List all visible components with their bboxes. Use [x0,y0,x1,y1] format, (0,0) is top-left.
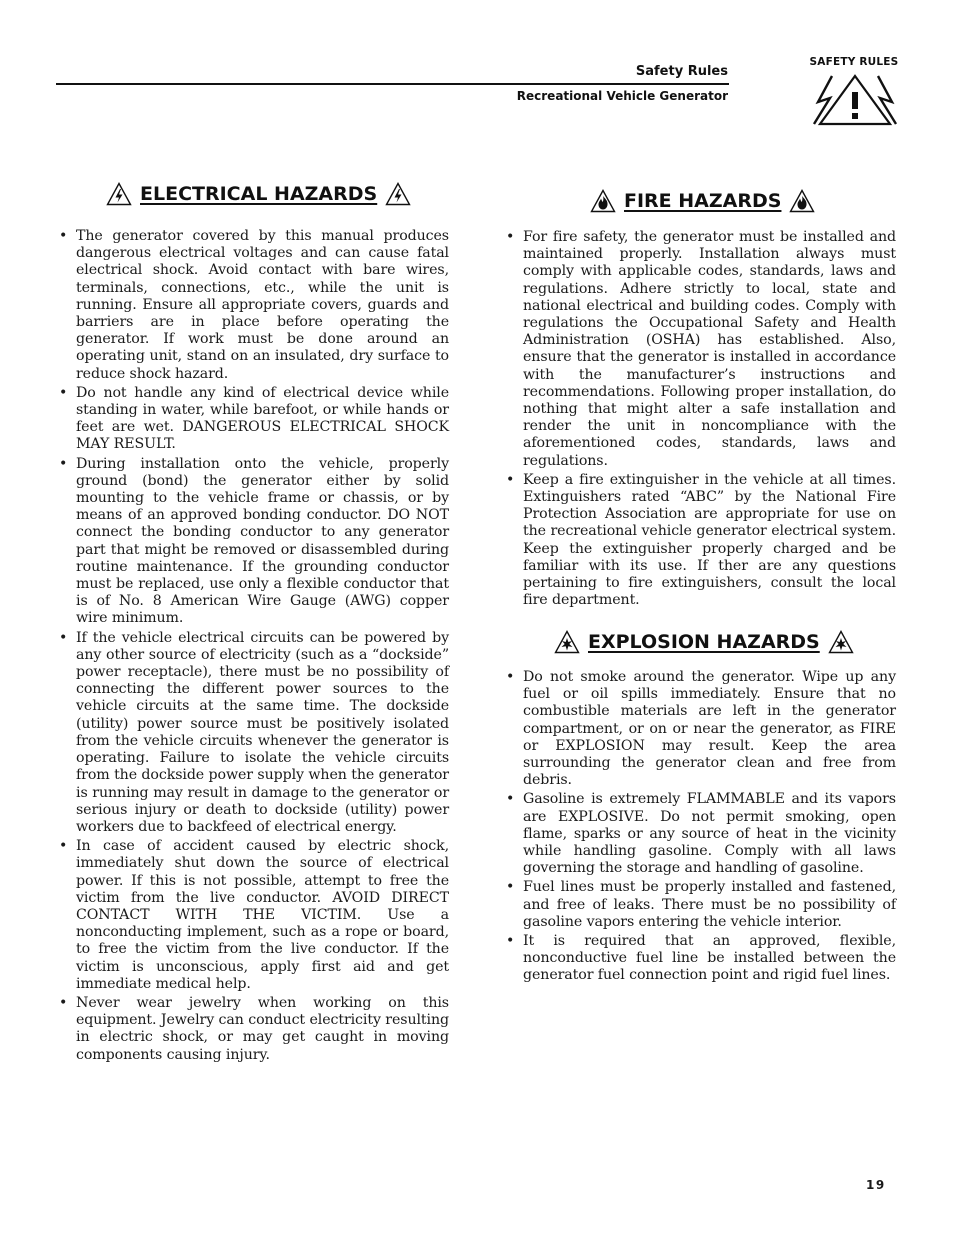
explosion-warning-icon [828,630,854,654]
bullet: • [59,384,68,401]
explosion-hazards-list [504,669,896,987]
list-item: • The generator covered by this manual produces dangerous electrical voltages and can cause fatal electrical shock. Avoid contact with bare wires, terminals, connections, etc., while the unit is running. Ensure all appropriate covers, guards and barriers are in place before operating the generator. If work must be done around an operating unit, stand on an insulated, dry surface to reduce shock hazard. [59,228,449,382]
fire-warning-icon [789,189,815,213]
explosion-warning-icon [554,630,580,654]
bullet: • [506,791,515,808]
list-item: • For fire safety, the generator must be installed and maintained properly. Installation always must comply with applicable codes, standards, laws and regulations. Adhere strictly to local, state and national electrical and building codes. Comply with regulations the Occupational Safety and Health Administration (OSHA) has established. Also, ensure that the generator is installed in accordance with the manufacturer’s instructions and recommendations. Following proper installation, do nothing that might alter a safe installation and render the unit in noncompliance with the aforementioned codes, standards, laws and regulations. [506,229,896,469]
list-item: • In case of accident caused by electric shock, immediately shut down the source of electrical power. If this is not possible, attempt to free the victim from the live conductor. AVOID DIRECT CONTACT WITH THE VICTIM. Use a nonconducting implement, such as a rope or board, to free the victim from the live conductor. If the victim is unconscious, apply first aid and get immediate medical help. [59,838,449,992]
list-item: • If the vehicle electrical circuits can be powered by any other source of electricity (such as a “dockside” power receptacle), there must be no possibility of connecting the different power sources to the vehicle circuits at the same time. The dockside (utility) power source must be positively isolated from the vehicle circuits whenever the generator is operating. Failure to isolate the vehicle circuits from the dockside power supply when the generator is running may result in damage to the generator or serious injury or death to dockside (utility) power workers due to backfeed of electrical energy. [59,629,449,835]
bullet: • [506,471,515,488]
bullet: • [59,629,68,646]
electrical-hazards-list [57,228,449,1066]
bullet: • [59,228,68,244]
fire-hazards-title: FIRE HAZARDS [624,190,782,212]
list-item: • Keep a fire extinguisher in the vehicle at all times. Extinguishers rated “ABC” by the National Fire Protection Association are appropriate for use on the recreational vehicle generator electrical system. Keep the extinguisher properly charged and be familiar with its use. If ther are any questions pertaining to fire extinguishers, consult the local fire department. [506,471,896,609]
list-item: • Gasoline is extremely FLAMMABLE and its vapors are EXPLOSIVE. Do not permit smoking, open flame, sparks or any source of heat in the vicinity while handling gasoline. Comply with all laws governing the storage and handling of gasoline. [506,791,896,877]
bullet: • [59,994,68,1011]
badge-label: SAFETY RULES [809,56,899,68]
list-item: • Fuel lines must be properly installed and fastened, and free of leaks. There must be no possibility of gasoline vapors entering the vehicle interior. [506,879,896,930]
explosion-hazards-heading [554,630,854,654]
lightning-warning-icon [812,72,898,126]
fire-hazards-list [504,229,896,611]
bullet: • [506,229,515,245]
bullet: • [59,838,68,855]
fire-hazards-heading [590,189,815,213]
header-title: Safety Rules [635,64,728,79]
explosion-hazards-title: EXPLOSION HAZARDS [588,631,820,653]
bullet: • [506,669,515,685]
bullet: • [506,879,515,896]
fire-warning-icon [590,189,616,213]
list-item: • Do not smoke around the generator. Wipe up any fuel or oil spills immediately. Ensure that no combustible materials are left in the generator compartment, or on or near the generator, as FIRE or EXPLOSION may result. Keep the area surrounding the generator clean and free from debris. [506,669,896,789]
list-item: • During installation onto the vehicle, properly ground (bond) the generator either by solid mounting to the vehicle frame or chassis, or by means of an approved bonding conductor. DO NOT connect the bonding conductor to any generator part that might be removed or disassembled during routine maintenance. If the grounding conductor must be replaced, use only a flexible conductor that is of No. 8 American Wire Gauge (AWG) copper wire minimum. [59,455,449,627]
bullet: • [59,455,68,472]
list-item: • Never wear jewelry when working on this equipment. Jewelry can conduct electricity resulting in electric shock, or may get caught in moving components causing injury. [59,994,449,1063]
header-subtitle: Recreational Vehicle Generator [516,89,728,103]
safety-rules-badge [806,56,902,128]
bullet: • [506,933,515,950]
electrical-hazards-heading [106,182,411,206]
page-number: 19 [866,1178,886,1192]
electrical-warning-icon [385,182,411,206]
list-item: • Do not handle any kind of electrical device while standing in water, while barefoot, or while hands or feet are wet. DANGEROUS ELECTRICAL SHOCK MAY RESULT. [59,384,449,453]
electrical-warning-icon [106,182,132,206]
list-item: • It is required that an approved, flexible, nonconductive fuel line be installed between the generator fuel connection point and rigid fuel lines. [506,933,896,984]
electrical-hazards-title: ELECTRICAL HAZARDS [140,183,378,205]
header-rule [56,83,729,85]
